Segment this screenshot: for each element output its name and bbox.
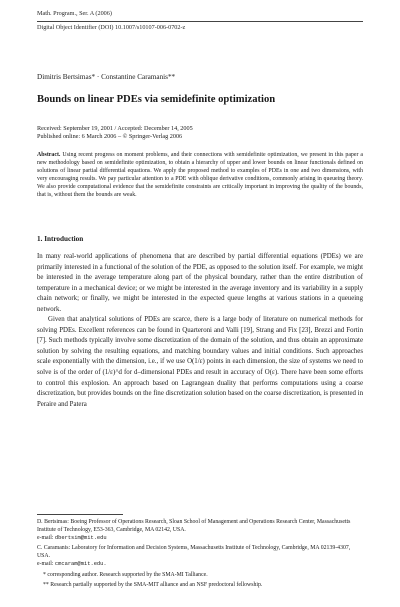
body-paragraph: In many real-world applications of phenomena that are described by partial differential equations (PDEs) we are primarily interested in a functional of the solution of the PDE, as opposed to the solution itself. For example, we might be interested in the average temperature along part of the physical boundary, rather than the entire distribution of temperature in a mechanical device; or we might be interested in the average inventory and its variability in a supply chain network; or finally, we might be interested in the expected queue lengths at various stations in a queueing network. — [37, 253, 363, 313]
footnote-rule — [37, 514, 123, 515]
paper-title: Bounds on linear PDEs via semidefinite optimization — [37, 94, 276, 105]
body-paragraph: Given that analytical solutions of PDEs are scarce, there is a large body of literature on numerical methods for solving PDEs. Excellent references can be found in Quarteroni and Valli [19], Strang and Fix [23], Brezzi and Fortin [7]. Such methods typically involve some discretization of the domain of the solution, and thus obtain an approximate solution by solving the resulting equations, and matching boundary values and initial conditions. Such approaches scale exponentially with the dimension, i.e., if we use O(1/ε) points in each dimension, the size of systems we need to solve is of the order of (1/ε)^d for d–dimensional PDEs and result in accuracy of O(ε). There have been some efforts to control this explosion. An approach based on Lagrangean duality that performs computations using a coarse discretization, but provides bounds on the fine discretization solution based on the coarse discretization, is presented in Peraire and Patera — [37, 316, 363, 408]
header-rule — [37, 21, 363, 22]
email-label: e-mail: — [37, 535, 54, 541]
footnote-funding: ** Research partially supported by the SMA-MIT alliance and an NSF predoctoral fellowship. — [43, 582, 263, 589]
email-caramanis: cmcaram@mit.edu. — [54, 561, 107, 568]
publication-dates — [37, 125, 193, 142]
abstract-label: Abstract. — [37, 152, 61, 158]
body-text — [37, 252, 363, 410]
affiliation-bertsimas: D. Bertsimas: Boeing Professor of Operations Research, Sloan School of Management and Operations Research Center, Massachusetts Institute of Technology, E53-363, Cambridge, MA 02142, USA. — [37, 519, 351, 533]
published-online-date: Published online: 6 March 2006 – © Springer-Verlag 2006 — [37, 133, 183, 141]
received-accepted-date: Received: September 19, 2001 / Accepted: December 14, 2005 — [37, 125, 193, 132]
journal-line: Math. Program., Ser. A (2006) — [37, 10, 112, 17]
email-bertsimas: dbertsim@mit.edu — [54, 535, 107, 541]
section-heading: 1. Introduction — [37, 235, 84, 243]
running-header — [37, 10, 363, 32]
footnotes — [37, 518, 363, 592]
footnote-corresponding-author: * corresponding author. Research supported by the SMA-MI Talliance. — [43, 571, 208, 578]
email-label: e-mail: — [37, 561, 54, 568]
abstract — [37, 151, 363, 200]
footnote-bertsimas — [37, 518, 363, 542]
footnote-caramanis — [37, 544, 363, 568]
abstract-text: Using recent progress on moment problems, and their connections with semidefinite optimization, we present in this paper a new methodology based on semidefinite optimization, to obtain a hierarchy of upper and lower bounds on linear functionals defined on solutions of linear partial differential equations. We apply the proposed method to examples of PDEs in one and two dimensions, with very encouraging results. We pay particular attention to a PDE with oblique derivative conditions, commonly arising in queueing theory. We also provide computational evidence that the semidefinite constraints are critically important in improving the quality of the bounds, that is, without them the bounds are weak. — [37, 152, 363, 199]
author-line: Dimitris Bertsimas* · Constantine Caramanis** — [37, 73, 176, 81]
doi-line: Digital Object Identifier (DOI) 10.1007/s10107-006-0702-z — [37, 23, 186, 31]
affiliation-caramanis: C. Caramanis: Laboratory for Information and Decision Systems, Massachusetts Institute of Technology, Cambridge, MA 02139-4307, USA. — [37, 545, 351, 560]
